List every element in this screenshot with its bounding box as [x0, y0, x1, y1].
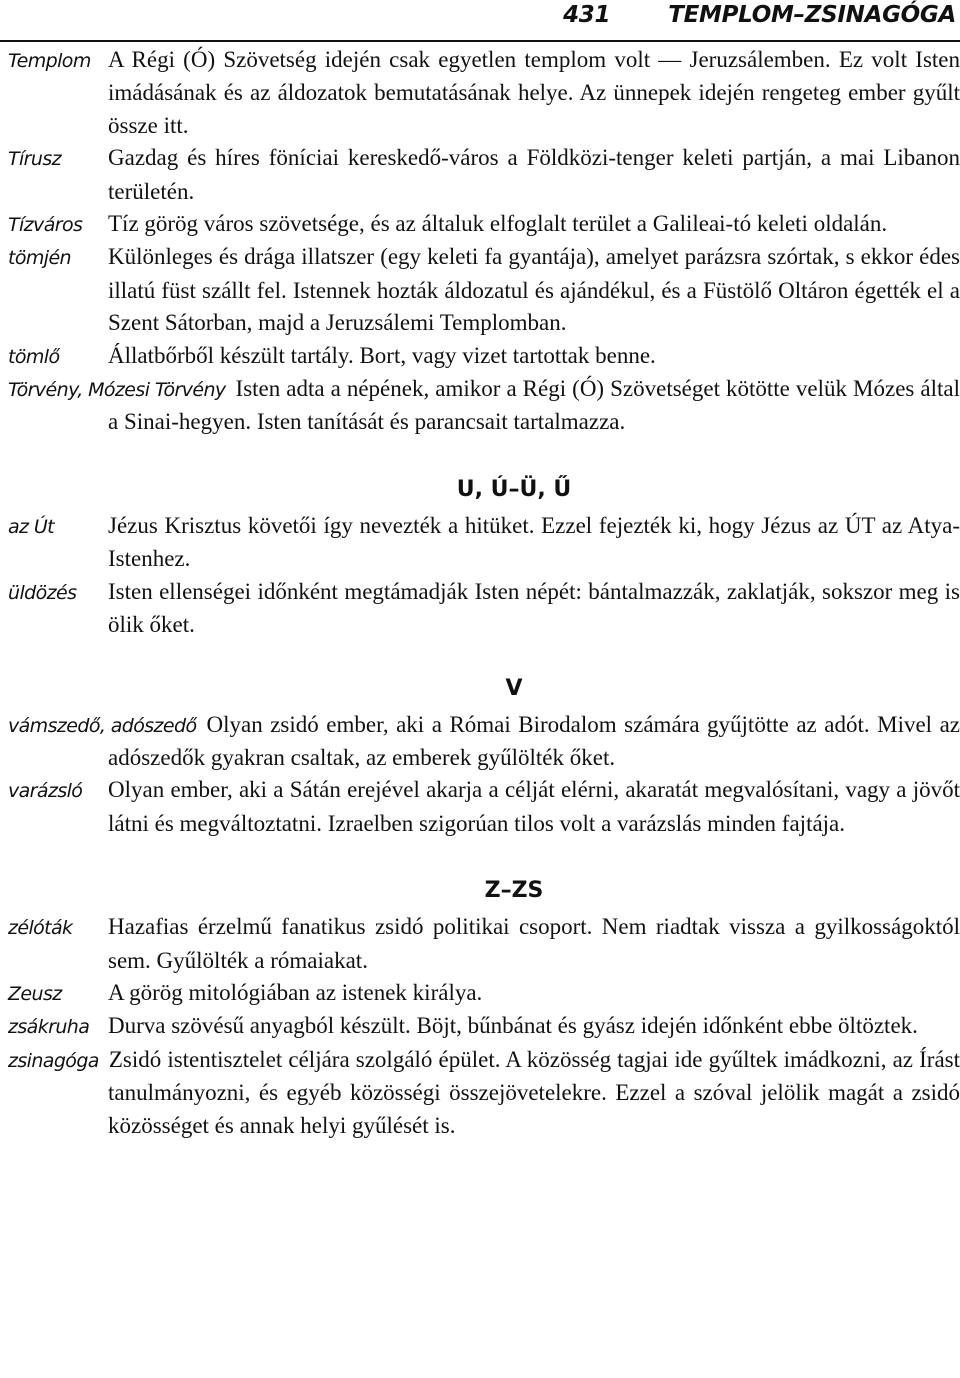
running-header: [0, 2, 956, 28]
entry-definition: Gazdag és híres föníciai kereskedő-város a Földközi-tenger keleti partján, a mai Libanon területén.: [108, 145, 960, 204]
entry-term: zsinagóga: [8, 1049, 99, 1072]
running-title: TEMPLOM–ZSINAGÓGA: [668, 2, 956, 28]
entry-definition: Zsidó istentisztelet céljára szolgáló épület. A közösség tagjai ide gyűltek imádkozni, az Írást tanulmányozni, és egyéb közösségi összejövetelekre. Ezzel a szóval jelölik magát a zsidó közösséget és annak helyi gyűlését is.: [108, 1046, 960, 1138]
entry-term: az Út: [8, 515, 55, 538]
entry-term: üldözés: [8, 581, 77, 604]
glossary-entry-zsinagoga: [8, 1044, 960, 1142]
entry-term: Templom: [8, 50, 91, 72]
entry-term: tömjén: [8, 247, 71, 270]
entry-definition: Tíz görög város szövetsége, és az általuk elfoglalt terület a Galileai-tó keleti oldalán.: [108, 211, 888, 237]
glossary-entry-varazslo: [8, 774, 960, 840]
entry-term: varázsló: [8, 780, 83, 803]
glossary-entry-az-ut: [8, 510, 960, 576]
entry-term: vámszedő, adószedő: [8, 714, 197, 737]
glossary-entry-templom: [8, 44, 960, 142]
glossary-entry-tomlo: [8, 340, 960, 373]
glossary-entry-zsakruha: [8, 1010, 960, 1043]
glossary-content: [8, 44, 960, 1142]
page-number: 431: [563, 2, 611, 28]
entry-term: Tízváros: [8, 214, 83, 237]
entry-definition: Jézus Krisztus követői így nevezték a hitüket. Ezzel fejezték ki, hogy Jézus az ÚT az Atya-Istenhez.: [108, 512, 960, 572]
section-heading-z: Z–ZS: [484, 878, 544, 904]
entry-definition: Hazafias érzelmű fanatikus zsidó politikai csoport. Nem riadtak vissza a gyilkosságoktól sem. Gyűlölték a rómaiakat.: [108, 914, 960, 973]
entry-definition: Állatbőrből készült tartály. Bort, vagy vizet tartottak benne.: [108, 342, 656, 368]
glossary-entry-tirusz: [8, 142, 960, 208]
entry-definition: A Régi (Ó) Szövetség idején csak egyetlen templom volt — Jeruzsálemben. Ez volt Isten imádásának és az áldozatok bemutatásának helye. Az ünnepek idején rengeteg ember gyűlt össze itt.: [108, 47, 960, 138]
glossary-entry-tomjen: [8, 241, 960, 339]
entry-term: Tírusz: [8, 148, 62, 171]
entry-definition: Durva szövésű anyagból készült. Böjt, bűnbánat és gyász idején időnként ebbe öltöztek.: [108, 1013, 918, 1039]
section-heading-v: V: [505, 675, 523, 701]
entry-definition: A görög mitológiában az istenek királya.: [108, 979, 483, 1005]
entry-term: zsákruha: [8, 1016, 90, 1039]
entry-term: Törvény, Mózesi Törvény: [8, 379, 226, 402]
glossary-entry-tizvaros: [8, 208, 960, 241]
entry-term: tömlő: [8, 345, 60, 368]
glossary-entry-vamszedo: [8, 709, 960, 775]
glossary-entry-zeusz: [8, 977, 960, 1010]
entry-term: zélóták: [8, 917, 73, 940]
glossary-entry-torveny: [8, 373, 960, 439]
entry-definition: Isten ellenségei időnként megtámadják Isten népét: bántalmazzák, zaklatják, sokszor meg is ölik őket.: [108, 578, 960, 638]
entry-definition: Olyan zsidó ember, aki a Római Birodalom számára gyűjtötte az adót. Mivel az adószedők gyakran csaltak, az emberek gyűlölték őket.: [108, 711, 960, 770]
entry-definition: Különleges és drága illatszer (egy keleti fa gyantája), amelyet parázsra szórtak, s ekkor édes illatú füst szállt fel. Istennek hozták áldozatul és ajándékul, és a Füstölő Oltáron égették el a Szent Sátorban, majd a Jeruzsálemi Templomban.: [108, 244, 960, 336]
glossary-entry-uldozes: [8, 576, 960, 642]
entry-definition: Olyan ember, aki a Sátán erejével akarja a célját elérni, akaratát megvalósítani, vagy a jövőt látni és megváltoztatni. Izraelben szigorúan tilos volt a varázslás minden fajtája.: [108, 777, 960, 836]
glossary-entry-zelotak: [8, 911, 960, 977]
entry-definition: Isten adta a népének, amikor a Régi (Ó) Szövetséget kötötte velük Mózes által a Sinai-hegyen. Isten tanítását és parancsait tartalmazza.: [108, 376, 960, 435]
header-rule: [0, 40, 960, 42]
entry-term: Zeusz: [8, 982, 62, 1005]
section-heading-u: U, Ú–Ü, Ű: [456, 476, 572, 502]
